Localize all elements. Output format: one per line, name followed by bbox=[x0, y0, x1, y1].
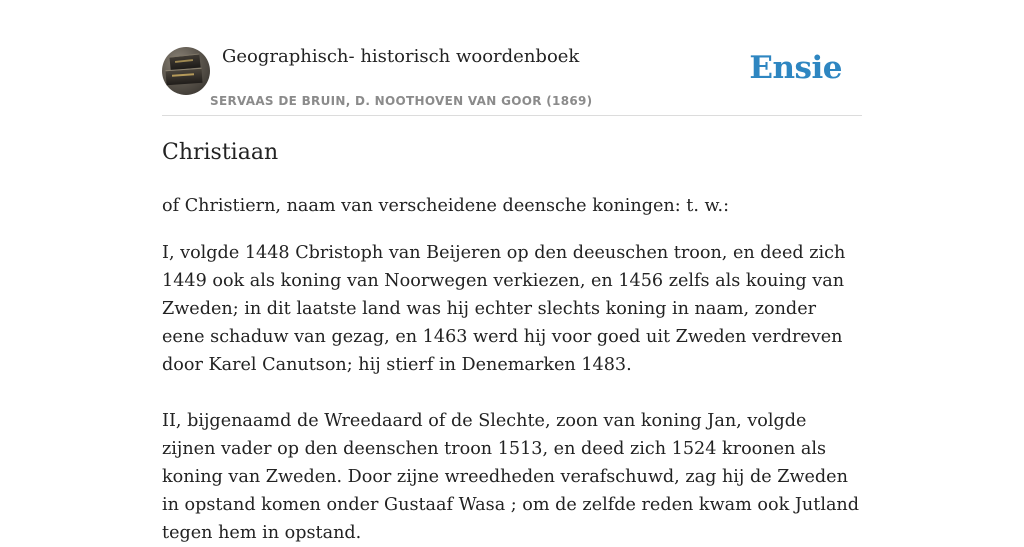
entry-title: Christiaan bbox=[162, 140, 279, 165]
entry-paragraph: of Christiern, naam van verscheidene deensche koningen: t. w.: bbox=[162, 196, 730, 216]
header bbox=[162, 0, 862, 116]
books-icon[interactable] bbox=[162, 47, 210, 95]
book-authors: SERVAAS DE BRUIN, D. NOOTHOVEN VAN GOOR (1869) bbox=[210, 94, 593, 108]
page-container bbox=[162, 0, 862, 543]
book-title[interactable]: Geographisch- historisch woordenboek bbox=[222, 46, 580, 67]
ensie-logo-link[interactable]: Ensie bbox=[749, 50, 842, 86]
book-shape bbox=[166, 68, 203, 85]
entry-paragraph: II, bijgenaamd de Wreedaard of de Slechte, zoon van koning Jan, volgde zijnen vader op den deenschen troon 1513, en deed zich 1524 kroonen als koning van Zweden. Door zijne wreedheden verafschuwd, zag hij de Zweden in opstand komen onder Gustaaf Wasa ; om de zelfde reden kwam ook Jutland tegen hem in opstand. bbox=[162, 411, 860, 543]
entry-paragraph: I, volgde 1448 Cbristoph van Beijeren op den deeuschen troon, en deed zich 1449 ook als koning van Noorwegen verkiezen, en 1456 zelfs als kouing van Zweden; in dit laatste land was hij echter slechts koning in naam, zonder eene schaduw van gezag, en 1463 werd hij voor goed uit Zweden verdreven door Karel Canutson; hij stierf in Denemarken 1483. bbox=[162, 243, 846, 375]
